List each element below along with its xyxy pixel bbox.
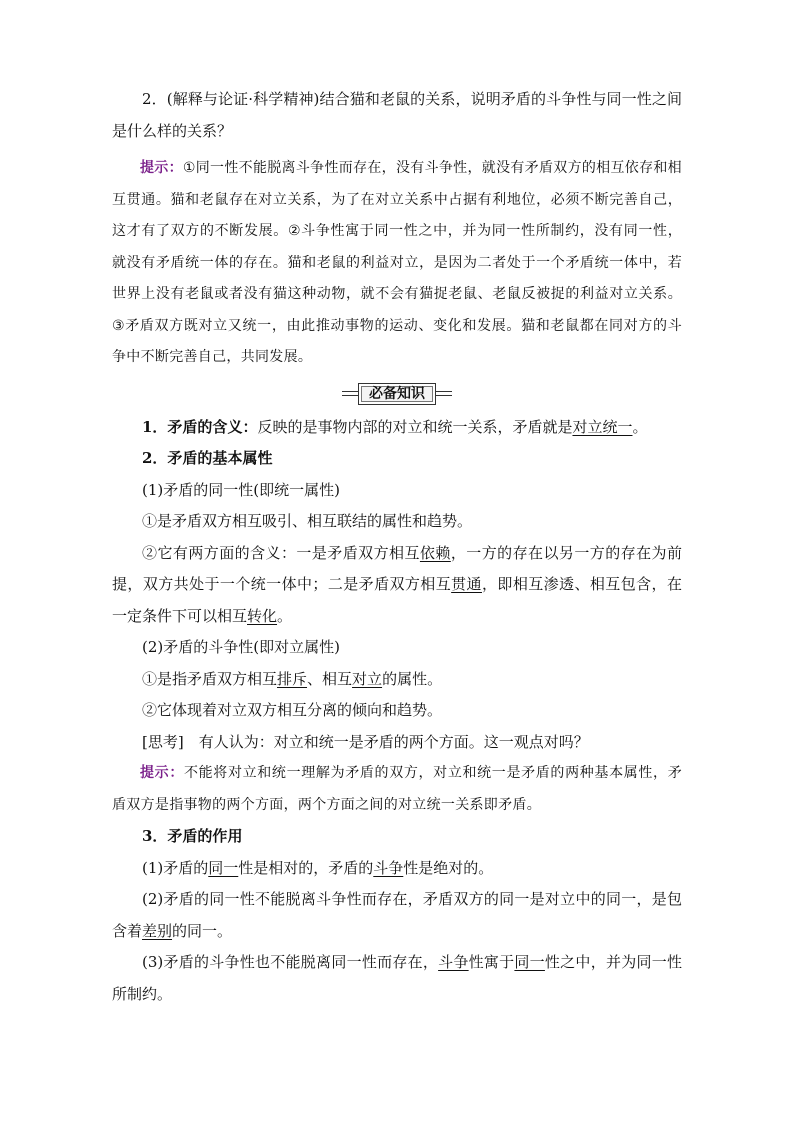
underlined-term: 转化 <box>247 606 278 625</box>
underlined-term: 差别 <box>142 921 173 940</box>
struggle-point-2: ②它体现着对立双方相互分离的倾向和趋势。 <box>142 701 443 719</box>
underlined-term: 对立 <box>352 669 383 688</box>
role-point-1: (1)矛盾的同一性是相对的，矛盾的斗争性是绝对的。 <box>142 858 494 877</box>
hint-label: 提示： <box>140 765 184 781</box>
hint-text: ①同一性不能脱离斗争性而存在，没有斗争性，就没有矛盾双方的相互依存和相互贯通。猫和老鼠存在对立关系，为了在对立关系中占据有利地位，必须不断完善自己，这才有了双方的不断发展。②斗争性寓于同一性之中，并为同一性所制约，没有同一性，就没有矛盾统一体的存在。猫和老鼠的利益对立，是因为二者处于一个矛盾统一体中，若世界上没有老鼠或者没有猫这种动物，就不会有猫捉老鼠、老鼠反被捉的利益对立关系。③矛盾双方既对立又统一，由此推动事物的运动、变化和发展。猫和老鼠都在同对方的斗争中不断完善自己，共同发展。 <box>112 160 682 365</box>
struggle-point-1: ①是指矛盾双方相互排斥、相互对立的属性。 <box>142 669 443 688</box>
identity-heading: (1)矛盾的同一性(即统一属性) <box>142 480 340 499</box>
underlined-term: 同一 <box>208 858 239 877</box>
identity-point-2: ②它有两方面的含义：一是矛盾双方相互依赖，一方的存在以另一方的存在为前提，双方共处于一个统一体中；二是矛盾双方相互贯通，即相互渗透、相互包含，在一定条件下可以相互转化。 <box>112 543 682 625</box>
document-page <box>112 84 682 1010</box>
underlined-term: 对立统一 <box>572 417 633 436</box>
knowledge-2-title: 2．矛盾的基本属性 <box>142 449 273 467</box>
struggle-heading: (2)矛盾的斗争性(即对立属性) <box>142 638 340 656</box>
question-2 <box>112 84 682 147</box>
underlined-term: 排斥 <box>277 669 308 688</box>
identity-point-1: ①是矛盾双方相互吸引、相互联结的属性和趋势。 <box>142 512 473 530</box>
role-point-3: (3)矛盾的斗争性也不能脱离同一性而存在，斗争性寓于同一性之中，并为同一性所制约。 <box>112 953 682 1003</box>
underlined-term: 依赖 <box>419 543 451 562</box>
hint-paragraph-1 <box>112 153 682 374</box>
hint-label: 提示： <box>140 160 183 176</box>
underlined-term: 斗争 <box>373 858 404 877</box>
knowledge-1: 1．矛盾的含义：反映的是事物内部的对立和统一关系，矛盾就是对立统一。 <box>142 417 648 436</box>
knowledge-1-lead: 1．矛盾的含义： <box>142 417 258 436</box>
section-title: 必备知识 <box>358 383 436 405</box>
section-divider <box>112 378 682 410</box>
underlined-term: 斗争 <box>438 953 469 971</box>
underlined-term: 贯通 <box>451 575 482 593</box>
underlined-term: 同一 <box>514 953 545 971</box>
question-2-text: 2．(解释与论证·科学精神)结合猫和老鼠的关系，说明矛盾的斗争性与同一性之间是什么样的关系？ <box>112 90 682 140</box>
knowledge-3-title: 3．矛盾的作用 <box>142 827 243 845</box>
role-point-2: (2)矛盾的同一性不能脱离斗争性而存在，矛盾双方的同一是对立中的同一，是包含着差别的同一。 <box>112 890 682 940</box>
think-question: [思考] 有人认为：对立和统一是矛盾的两个方面。这一观点对吗？ <box>142 732 589 751</box>
hint-text: 不能将对立和统一理解为矛盾的双方，对立和统一是矛盾的两种基本属性，矛盾双方是指事物的两个方面，两个方面之间的对立统一关系即矛盾。 <box>112 765 682 813</box>
hint-paragraph-2 <box>112 758 682 821</box>
